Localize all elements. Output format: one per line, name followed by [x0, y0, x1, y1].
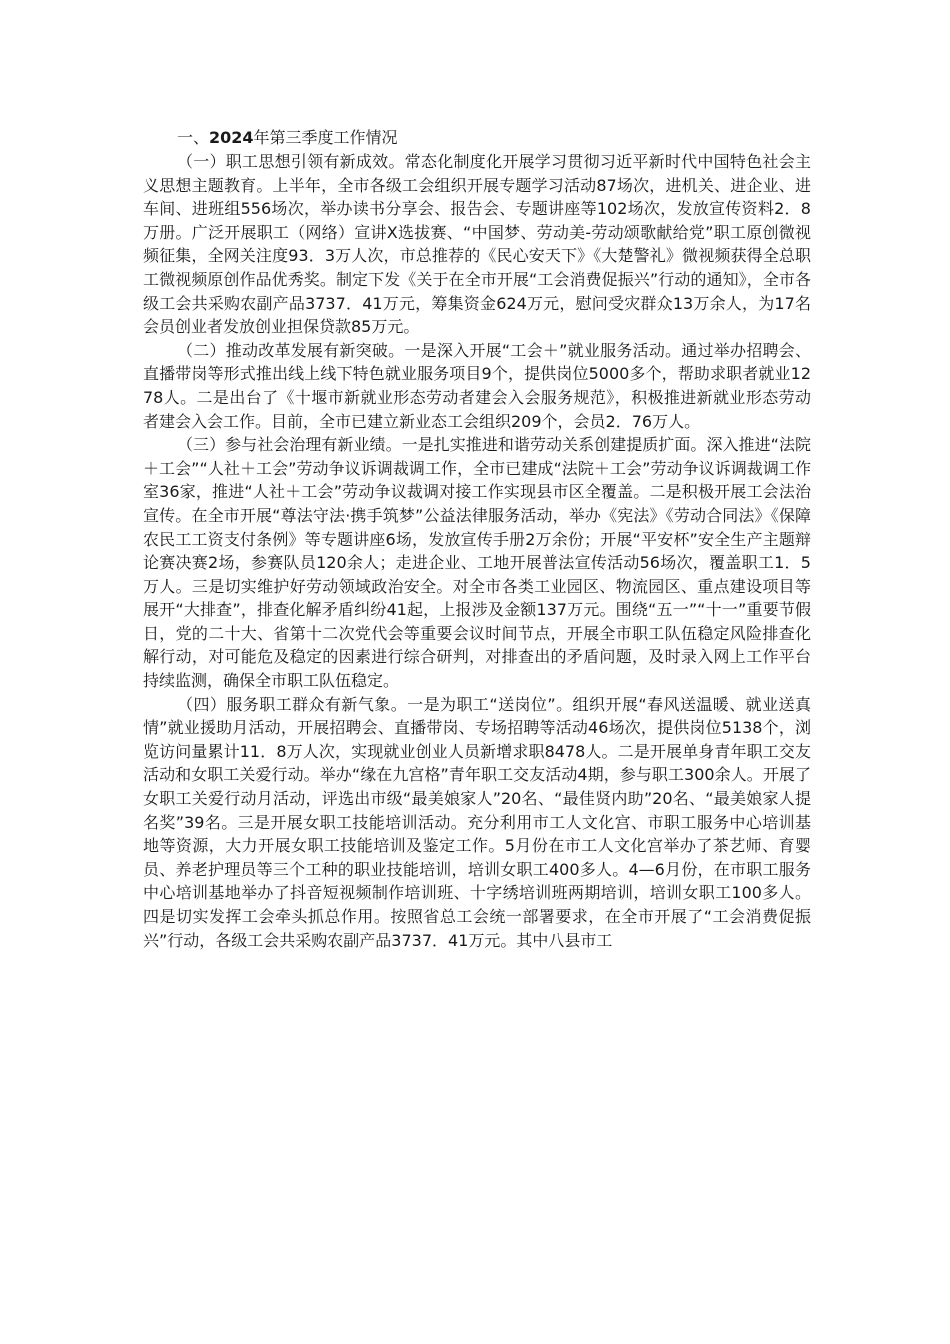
heading-prefix: 一、: [177, 128, 210, 147]
heading-suffix: 年第三季度工作情况: [253, 128, 398, 147]
paragraph-service: （四）服务职工群众有新气象。一是为职工“送岗位”。组织开展“春风送温暖、就业送真情”就业援助月活动，开展招聘会、直播带岗、专场招聘等活动46场次，提供岗位5138个，浏览访问量累计11．8万人次，实现就业创业人员新增求职8478人。二是开展单身青年职工交友活动和女职工关爱行动。举办“缘在九宫格”青年职工交友活动4期，参与职工300余人。开展了女职工关爱行动月活动，评选出市级“最美娘家人”20名、“最佳贤内助”20名、“最美娘家人提名奖”39名。三是开展女职工技能培训活动。充分利用市工人文化宫、市职工服务中心培训基地等资源，大力开展女职工技能培训及鉴定工作。5月份在市工人文化宫举办了茶艺师、育婴员、养老护理员等三个工种的职业技能培训，培训女职工400多人。4—6月份，在市职工服务中心培训基地举办了抖音短视频制作培训班、十字绣培训班两期培训，培训女职工100多人。四是切实发挥工会牵头抓总作用。按照省总工会统一部署要求，在全市开展了“工会消费促振兴”行动，各级工会共采购农副产品3737．41万元。其中八县市工: [143, 694, 811, 950]
paragraph-reform: （二）推动改革发展有新突破。一是深入开展“工会＋”就业服务活动。通过举办招聘会、直播带岗等形式推出线上线下特色就业服务项目9个，提供岗位5000多个，帮助求职者就业1278人。二是出台了《十堰市新就业形态劳动者建会入会服务规范》，积极推进新就业形态劳动者建会入会工作。目前，全市已建立新业态工会组织209个，会员2．76万人。: [143, 340, 811, 431]
section-heading: [143, 126, 811, 150]
heading-year: 2024: [209, 128, 254, 147]
paragraph-ideology: （一）职工思想引领有新成效。常态化制度化开展学习贯彻习近平新时代中国特色社会主义思想主题教育。上半年，全市各级工会组织开展专题学习活动87场次，进机关、进企业、进车间、进班组556场次，举办读书分享会、报告会、专题讲座等102场次，发放宣传资料2．8万册。广泛开展职工（网络）宣讲X选拔赛、“中国梦、劳动美-劳动颂歌献给党”职工原创微视频征集，全网关注度93．3万人次，市总推荐的《民心安天下》《大楚警礼》微视频获得全总职工微视频原创作品优秀奖。制定下发《关于在全市开展“工会消费促振兴”行动的通知》，全市各级工会共采购农副产品3737．41万元，筹集资金624万元，慰问受灾群众13万余人，为17名会员创业者发放创业担保贷款85万元。: [143, 152, 811, 337]
paragraph-governance: （三）参与社会治理有新业绩。一是扎实推进和谐劳动关系创建提质扩面。深入推进“法院＋工会”“人社＋工会”劳动争议诉调裁调工作，全市已建成“法院＋工会”劳动争议诉调裁调工作室36家，推进“人社＋工会”劳动争议裁调对接工作实现县市区全覆盖。二是积极开展工会法治宣传。在全市开展“尊法守法·携手筑梦”公益法律服务活动，举办《宪法》《劳动合同法》《保障农民工工资支付条例》等专题讲座6场，发放宣传手册2万余份；开展“平安杯”安全生产主题辩论赛决赛2场，参赛队员120余人；走进企业、工地开展普法宣传活动56场次，覆盖职工1．5万人。三是切实维护好劳动领域政治安全。对全市各类工业园区、物流园区、重点建设项目等展开“大排查”，排查化解矛盾纠纷41起，上报涉及金额137万元。围绕“五一”“十一”重要节假日，党的二十大、省第十二次党代会等重要会议时间节点，开展全市职工队伍稳定风险排查化解行动，对可能危及稳定的因素进行综合研判，对排查出的矛盾问题，及时录入网上工作平台持续监测，确保全市职工队伍稳定。: [143, 435, 811, 691]
document-page: [143, 126, 811, 952]
